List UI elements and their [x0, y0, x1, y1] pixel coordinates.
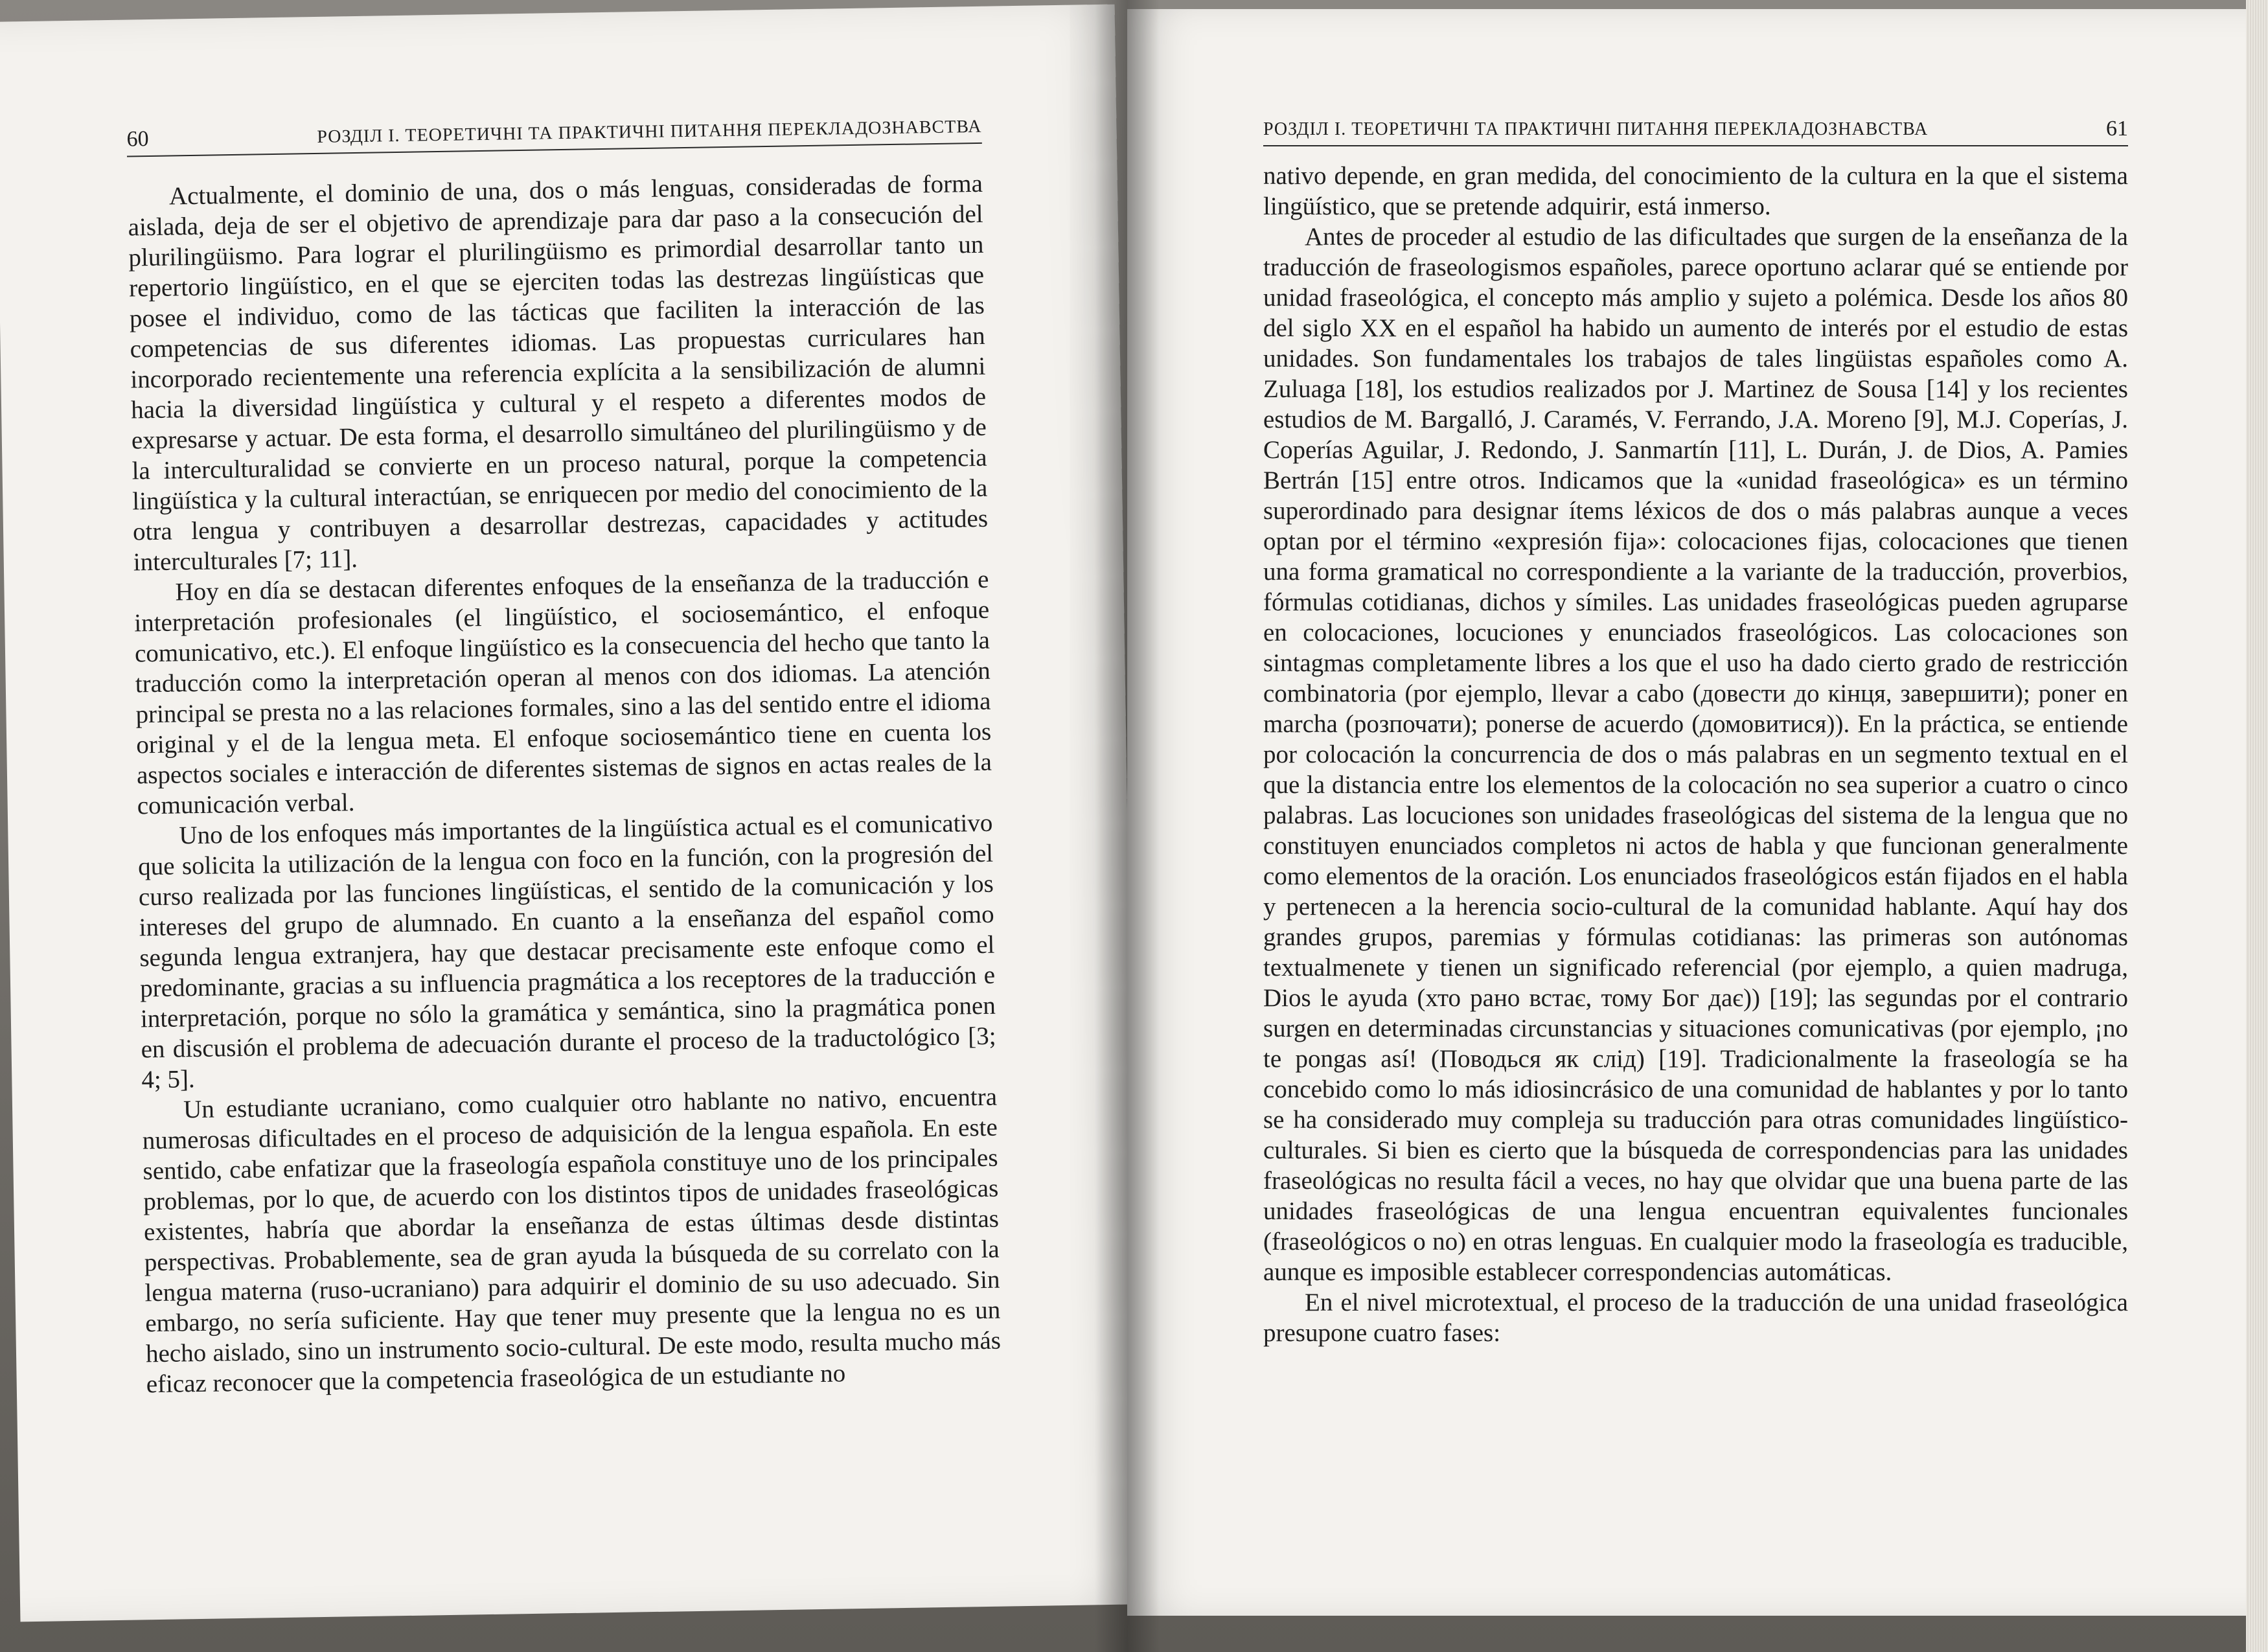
right-running-head — [1263, 119, 2128, 146]
left-running-head — [126, 117, 981, 157]
left-paragraph-3: Uno de los enfoques más importantes de la lingüística actual es el comunicativo que solicita la utilización de la lengua con foco en la función, con la progresión del curso realizada por las funciones lingüísticas, el sentido de la comunicación y los intereses del grupo de alumnado. En cuanto a la enseñanza del español como segunda lengua extranjera, hay que destacar precisamente este enfoque como el predominante, gracias a su influencia pragmática a los receptores de la traducción e interpretación, porque no sólo la gramática y semántica, sino la pragmática ponen en discusión el problema de adecuación durante el proceso de la traductológico [3; 4; 5]. — [137, 809, 996, 1094]
right-paragraph-1: nativo depende, en gran medida, del conocimiento de la cultura en la que el sistema lingüístico, que se pretende adquirir, está inmerso. — [1263, 162, 2128, 220]
right-running-head-text: РОЗДІЛ І. ТЕОРЕТИЧНІ ТА ПРАКТИЧНІ ПИТАННЯ ПЕРЕКЛАДОЗНАВСТВА — [1263, 119, 1929, 139]
right-body-text — [1263, 161, 2128, 1348]
left-page-number: 60 — [126, 127, 149, 152]
left-running-head-text: РОЗДІЛ І. ТЕОРЕТИЧНІ ТА ПРАКТИЧНІ ПИТАННЯ ПЕРЕКЛАДОЗНАВСТВА — [317, 116, 982, 147]
left-body-text — [128, 168, 1002, 1400]
left-paragraph-2: Hoy en día se destacan diferentes enfoques de la enseñanza de la traducción e interpretación profesionales (el lingüístico, el sociosemántico, el enfoque comunicativo, etc.). El enfoque lingüístico es la consecuencia del hecho que tanto la traducción como la interpretación operan al menos con dos idiomas. La atención principal se presta no a las relaciones formales, sino a las del sentido entre el idioma original y el de la lengua meta. El enfoque sociosemántico tiene en cuenta los aspectos sociales e interacción de diferentes sistemas de signos en actas reales de la comunicación verbal. — [133, 565, 992, 820]
page-stack-edge — [2246, 0, 2268, 1652]
right-page-number: 61 — [2106, 117, 2128, 141]
right-paragraph-2: Antes de proceder al estudio de las dificultades que surgen de la enseñanza de la traducción de fraseologismos españoles, parece oportuno aclarar qué se entiende por unidad fraseológica, el concepto más amplio y sujeto a polémica. Desde los años 80 del siglo XX en el español ha habido un aumento de interés por el estudio de estas unidades. Son fundamentales los trabajos de tales lingüistas españoles como A. Zuluaga [18], los estudios realizados por J. Martinez de Sousa [14] y los recientes estudios de M. Bargalló, J. Caramés, V. Ferrando, J.A. Moreno [9], M.J. Coperías, J. Coperías Aguilar, J. Redondo, J. Sanmartín [11], L. Durán, J. de Dios, A. Pamies Bertrán [15] entre otros. Indicamos que la «unidad fraseológica» es un término superordinado para designar ítems léxicos de dos o más palabras aunque a veces optan por el término «expresión fija»: colocaciones fijas, colocaciones que tienen una forma gramatical no correspondiente a la variante de la traducción, proverbios, fórmulas cotidianas, dichos y símiles. Las unidades fraseológicas pueden agruparse en colocaciones, locuciones y enunciados fraseológicos. Las colocaciones son sintagmas completamente libres a los que el uso ha dado cierto grado de restricción combinatoria (por ejemplo, llevar a cabo (довести до кінця, завершити); poner en marcha (розпочати); ponerse de acuerdo (домовитися)). En la práctica, se entiende por colocación la concurrencia de dos o más palabras en un segmento textual en el que la distancia entre los elementos de la colocación no sea superior a cuatro o cinco palabras. Las locuciones son unidades fraseológicas del sistema de la lengua que no constituyen enunciados completos ni actos de habla y que funcionan generalmente como elementos de la oración. Los enunciados fraseológicos están fijados en el habla y pertenecen a la herencia socio-cultural de la comunidad hablante. Aquí hay dos grandes grupos, paremias y fórmulas cotidianas: las primeras son autónomas textualmenete y tienen un significado referencial (por ejemplo, a quien madruga, Dios le ayuda (хто рано встає, тому Бог дає)) [19]; las segundas por el contrario surgen en determinadas circunstancias y situaciones comunicativas (por ejemplo, ¡no te pongas así! (Поводься як слід) [19]. Tradicionalmente la fraseología se ha concebido como lo más idiosincrásico de una comunidad de hablantes y por lo tanto se ha considerado muy compleja su traducción para otras comunidades lingüístico-culturales. Si bien es cierto que la búsqueda de correspondencias para las unidades fraseológicas no resulta fácil a veces, no hay que olvidar que una buena parte de las unidades fraseológicas de una lengua encuentran equivalentes funcionales (fraseológicos o no) en otras lenguas. En cualquier modo la fraseología es traducible, aunque es imposible establecer correspondencias automáticas. — [1263, 223, 2128, 1286]
left-page — [0, 5, 1140, 1622]
right-page — [1127, 9, 2248, 1616]
left-paragraph-4: Un estudiante ucraniano, como cualquier otro hablante no nativo, encuentra numerosas dificultades en el proceso de adquisición de la lengua española. En este sentido, cabe enfatizar que la fraseología española constituye uno de los principales problemas, por lo que, de acuerdo con los distintos tipos de unidades fraseológicas existentes, habría que abordar la enseñanza de estas últimas desde distintas perspectivas. Probablemente, sea de gran ayuda la búsqueda de su correlato con la lengua materna (ruso-ucraniano) para adquirir el dominio de su uso adecuado. Sin embargo, no sería suficiente. Hay que tener muy presente que la lengua no es un hecho aislado, sino un instrumento socio-cultural. De este modo, resulta mucho más eficaz reconocer que la competencia fraseológica de un estudiante no — [142, 1083, 1002, 1399]
right-paragraph-3: En el nivel microtextual, el proceso de la traducción de una unidad fraseológica presupone cuatro fases: — [1263, 1289, 2128, 1347]
left-paragraph-1: Actualmente, el dominio de una, dos o más lenguas, consideradas de forma aislada, deja de ser el objetivo de aprendizaje para dar paso a la consecución del plurilingüismo. Para lograr el plurilingüismo es primordial desarrollar tanto un repertorio lingüístico, en el que se ejerciten todas las destrezas lingüísticas que posee el individuo, como de las tácticas que faciliten la interacción de las competencias de sus diferentes idiomas. Las propuestas curriculares han incorporado recientemente una referencia explícita a la sensibilización de alumni hacia la diversidad lingüística y cultural y el respeto a diferentes modos de expresarse y actuar. De esta forma, el desarrollo simultáneo del plurilingüismo y de la interculturalidad se convierte en un proceso natural, porque la competencia lingüística y la cultural interactúan, se enriquecen por medio del conocimiento de la otra lengua y contribuyen a desarrollar destrezas, capacidades y actitudes interculturales [7; 11]. — [128, 169, 989, 577]
